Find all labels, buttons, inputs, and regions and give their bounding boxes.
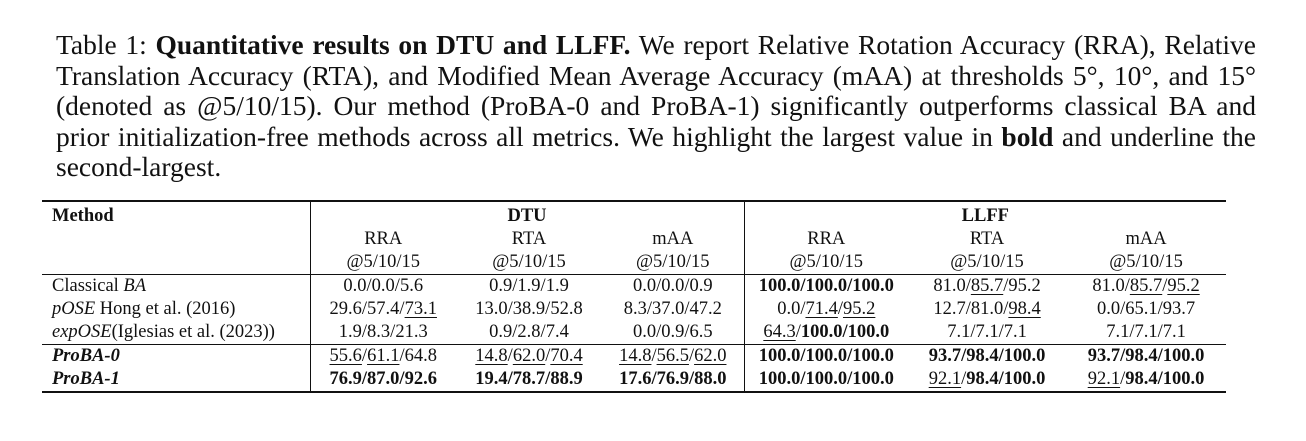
text-segment: / — [507, 346, 513, 366]
metric-header: mAA — [652, 229, 694, 249]
caption-tail: and underline the second-largest. — [56, 120, 1256, 182]
metric-cell — [908, 368, 1066, 392]
text-segment: 76.9/87.0/92.6 — [329, 369, 437, 389]
text-segment: 95.2 — [1167, 276, 1200, 296]
metric-cell — [602, 368, 744, 392]
text-segment: 81.0/ — [1092, 276, 1130, 296]
text-segment: / — [795, 322, 801, 342]
ours-rows — [42, 345, 1226, 393]
text-segment: / — [651, 346, 657, 366]
text-segment: 8.3/37.0/47.2 — [623, 299, 722, 319]
text-segment: 93.7/98.4/100.0 — [1087, 346, 1205, 366]
text-segment: ProBA-1 — [52, 369, 120, 389]
metric-cell — [310, 345, 456, 369]
text-segment: / — [837, 299, 843, 319]
table-row — [42, 321, 1226, 345]
text-segment: pOSE — [52, 299, 96, 319]
metric-cell — [310, 298, 456, 321]
metric-cell — [456, 298, 602, 321]
threshold-header: @5/10/15 — [635, 252, 710, 272]
text-segment: 73.1 — [404, 299, 437, 319]
group-header-dtu: DTU — [310, 201, 744, 228]
text-segment: / — [545, 346, 551, 366]
metric-header: RTA — [969, 229, 1005, 249]
metric-cell — [1066, 275, 1226, 299]
metric-cell — [744, 298, 908, 321]
text-segment: 92.1 — [1087, 369, 1121, 389]
text-segment: 29.6/57.4/ — [329, 299, 405, 319]
table-caption — [56, 30, 1256, 183]
caption-label: Table 1: — [56, 29, 147, 60]
metric-cell — [456, 321, 602, 345]
text-segment: 71.4 — [805, 299, 838, 319]
metric-cell — [602, 321, 744, 345]
method-name — [42, 298, 310, 321]
header-group-row — [42, 201, 1226, 228]
method-name — [42, 321, 310, 345]
table-row — [42, 368, 1226, 392]
metric-cell — [310, 321, 456, 345]
metric-cell — [602, 298, 744, 321]
text-segment: 100.0/100.0/100.0 — [758, 369, 894, 389]
text-segment: 7.1/7.1/7.1 — [1106, 322, 1186, 342]
metric-cell — [1066, 298, 1226, 321]
text-segment: 98.4/100.0 — [1125, 369, 1205, 389]
metric-cell — [908, 275, 1066, 299]
caption-title: Quantitative results on DTU and LLFF. — [155, 29, 631, 60]
caption-bold-word: bold — [1001, 120, 1054, 152]
caption-text: We report Relative Rotation Accuracy (RRA), Relative Translation Accuracy (RTA), and Modified Mean Average Accuracy (mAA) at thresholds 5°, 10°, and 15° (denoted as @5/10/15). Our method (ProBA-0 and ProBA-1) significantly outperforms classical BA and prior initialization-free methods across all metrics. We highlight the largest value in — [56, 29, 1256, 152]
text-segment: 0.9/1.9/1.9 — [489, 276, 569, 296]
text-segment: 61.1 — [367, 346, 400, 366]
metric-cell — [1066, 321, 1226, 345]
text-segment: 0.0/65.1/93.7 — [1096, 299, 1196, 319]
text-segment: BA — [123, 276, 147, 296]
table-row — [42, 275, 1226, 299]
text-segment: 55.6 — [329, 346, 362, 366]
text-segment: 19.4/78.7/88.9 — [475, 369, 583, 389]
text-segment: 81.0/ — [933, 276, 971, 296]
text-segment: 62.0 — [512, 346, 546, 366]
baseline-rows — [42, 275, 1226, 345]
text-segment: 14.8 — [619, 346, 652, 366]
text-segment: 100.0/100.0/100.0 — [758, 346, 894, 366]
text-segment: Classical — [52, 276, 124, 296]
text-segment: 0.0/0.0/5.6 — [343, 276, 424, 296]
text-segment: / — [1120, 369, 1126, 389]
text-segment: 93.7/98.4/100.0 — [928, 346, 1046, 366]
metric-header: RTA — [511, 229, 547, 249]
metric-cell — [456, 368, 602, 392]
text-segment: 92.1 — [928, 369, 962, 389]
metric-cell — [744, 368, 908, 392]
text-segment: 0.0/0.0/0.9 — [632, 276, 713, 296]
text-segment: 85.7 — [1129, 276, 1163, 296]
text-segment: 1.9/8.3/21.3 — [338, 322, 428, 342]
text-segment: 70.4 — [550, 346, 583, 366]
metric-header: RRA — [744, 228, 908, 251]
text-segment: expOSE — [52, 322, 112, 342]
text-segment: / — [961, 369, 967, 389]
text-segment: / — [688, 346, 695, 366]
text-segment: /64.8 — [399, 346, 437, 366]
metric-cell — [744, 275, 908, 299]
text-segment: / — [361, 346, 368, 366]
text-segment: 0.9/2.8/7.4 — [489, 322, 569, 342]
text-segment: 98.4/100.0 — [966, 369, 1046, 389]
metric-cell — [602, 275, 744, 299]
method-name — [42, 275, 310, 299]
table-row — [42, 298, 1226, 321]
text-segment: 62.0 — [694, 346, 727, 366]
metric-cell — [744, 321, 908, 345]
text-segment: 7.1/7.1/7.1 — [947, 322, 1027, 342]
threshold-header: @5/10/15 — [950, 252, 1024, 272]
text-segment: 56.5 — [656, 346, 689, 366]
text-segment: 98.4 — [1008, 299, 1041, 319]
text-segment: / — [1162, 276, 1168, 296]
metric-cell — [908, 321, 1066, 345]
metric-cell — [1066, 345, 1226, 369]
metric-cell — [310, 275, 456, 299]
text-segment: 85.7 — [970, 276, 1004, 296]
group-header-llff: LLFF — [744, 201, 1226, 228]
metric-cell — [908, 298, 1066, 321]
text-segment: 100.0/100.0 — [800, 322, 890, 342]
method-column-header: Method — [42, 201, 310, 275]
text-segment: 12.7/81.0/ — [933, 299, 1009, 319]
text-segment: Hong et al. (2016) — [95, 299, 236, 319]
table-row — [42, 345, 1226, 369]
threshold-header: @5/10/15 — [492, 252, 566, 272]
metric-header: mAA — [1125, 229, 1167, 249]
text-segment: 95.2 — [842, 299, 876, 319]
threshold-header: @5/10/15 — [744, 251, 908, 275]
metric-header: RRA — [310, 228, 456, 251]
text-segment: 64.3 — [763, 322, 796, 342]
text-segment: 0.0/ — [777, 299, 806, 319]
method-name — [42, 368, 310, 392]
metric-cell — [310, 368, 456, 392]
text-segment: 14.8 — [475, 346, 508, 366]
text-segment: 100.0/100.0/100.0 — [758, 276, 894, 296]
metric-cell — [602, 345, 744, 369]
metric-cell — [744, 345, 908, 369]
text-segment: 17.6/76.9/88.0 — [619, 369, 727, 389]
text-segment: 0.0/0.9/6.5 — [632, 322, 713, 342]
threshold-header: @5/10/15 — [1109, 252, 1183, 272]
text-segment: ProBA-0 — [52, 346, 120, 366]
threshold-header: @5/10/15 — [310, 251, 456, 275]
metric-cell — [1066, 368, 1226, 392]
metric-cell — [456, 275, 602, 299]
text-segment: /95.2 — [1003, 276, 1041, 296]
text-segment: 13.0/38.9/52.8 — [475, 299, 583, 319]
results-table — [42, 200, 1226, 393]
metric-cell — [456, 345, 602, 369]
method-name — [42, 345, 310, 369]
text-segment: (Iglesias et al. (2023)) — [111, 322, 275, 342]
metric-cell — [908, 345, 1066, 369]
